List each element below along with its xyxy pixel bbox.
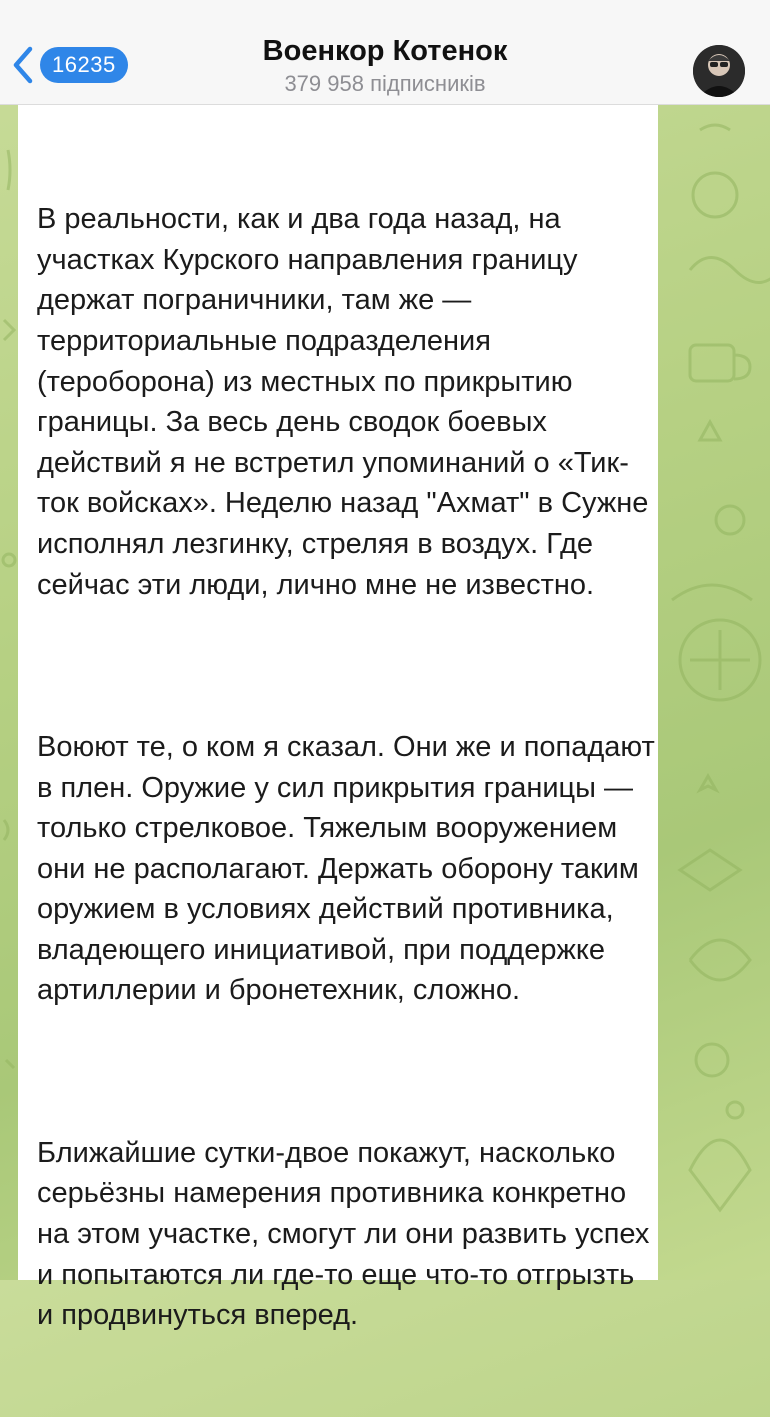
- channel-title: Военкор Котенок: [262, 35, 508, 67]
- message-paragraph: В реальности, как и два года назад, на участках Курского направления границу держат пограничники, там же — территориальные подразделения (тероборона) из местных по прикрытию границы. За весь день сводок боевых действий я не встретил упоминаний о «Тик-ток войсках». Неделю назад "Ахмат" в Сужне исполнял лезгинку, стреляя в воздух. Где сейчас эти люди, лично мне не известно.: [37, 203, 657, 601]
- chat-header: [0, 0, 770, 105]
- channel-avatar[interactable]: [693, 45, 745, 97]
- back-button[interactable]: [10, 40, 128, 90]
- message-paragraph: Ближайшие сутки-двое покажут, насколько серьёзны намерения противника конкретно на этом участке, смогут ли они развить успех и попытаются ли где-то еще что-то отгрызть и продвинуться вперед.: [37, 1136, 658, 1332]
- message-bubble: [18, 104, 663, 1332]
- chevron-left-icon: [10, 45, 36, 85]
- channel-info[interactable]: [150, 34, 620, 98]
- unread-count-badge: 16235: [40, 47, 128, 83]
- avatar-image: [693, 45, 745, 97]
- message-text: [37, 118, 663, 1417]
- subscriber-count: 379 958 підписників: [284, 71, 486, 96]
- message-paragraph: Воюют те, о ком я сказал. Они же и попадают в плен. Оружие у сил прикрытия границы — только стрелковое. Тяжелым вооружением они не располагают. Держать оборону таким оружием в условиях действий противника, владеющего инициативой, при поддержке артиллерии и бронетехник, сложно.: [37, 730, 663, 1007]
